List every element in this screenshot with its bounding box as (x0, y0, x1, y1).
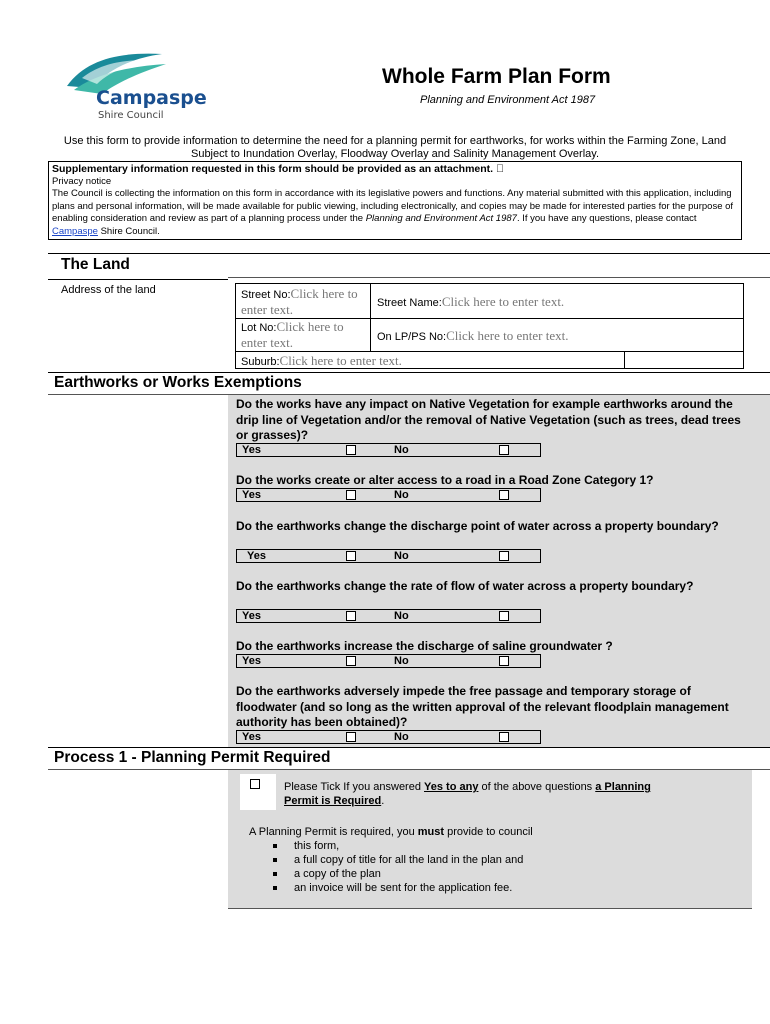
bullet-icon (273, 886, 277, 890)
logo-name: Campaspe (96, 87, 207, 109)
campaspe-link[interactable]: Campaspe (52, 225, 98, 237)
no-label: No (394, 610, 409, 622)
yes-no-row-6 (236, 730, 541, 744)
lot-no-placeholder[interactable]: Click here to enter text. (241, 319, 344, 350)
list-item: a full copy of title for all the land in the plan and (249, 853, 729, 867)
yes-label: Yes (247, 550, 266, 562)
list-item: a copy of the plan (249, 867, 729, 881)
divider (48, 279, 228, 280)
divider (228, 277, 770, 278)
divider (48, 372, 770, 373)
yes-label: Yes (242, 444, 261, 456)
list-item: an invoice will be sent for the application fee. (249, 881, 729, 895)
permit-required-text: A Planning Permit is required, you must provide to council (249, 826, 533, 838)
lp-ps-no-field[interactable]: On LP/PS No:Click here to enter text. (370, 318, 744, 352)
lp-ps-placeholder[interactable]: Click here to enter text. (446, 328, 569, 343)
process-1-heading: Process 1 - Planning Permit Required (54, 749, 331, 766)
requirements-list (249, 839, 729, 895)
street-name-field[interactable]: Street Name:Click here to enter text. (370, 283, 744, 319)
yes-no-row-5 (236, 654, 541, 668)
suburb-placeholder[interactable]: Click here to enter text. (279, 353, 402, 368)
suburb-field[interactable]: Suburb:Click here to enter text. (235, 351, 625, 369)
intro-text: Use this form to provide information to determine the need for a planning permit for earthworks, for works within the Farming Zone, Land Subject to Inundation Overlay, Floodway Overlay and Salinity Management Overlay. (63, 135, 727, 160)
supplementary-heading: Supplementary information requested in this form should be provided as an attachment. (52, 163, 494, 175)
campaspe-logo (62, 48, 222, 123)
logo-subname: Shire Council (98, 110, 164, 121)
question-4: Do the earthworks change the rate of flow of water across a property boundary? (236, 579, 694, 593)
yes-checkbox-6[interactable] (346, 732, 356, 742)
yes-no-row-2 (236, 488, 541, 502)
no-label: No (394, 655, 409, 667)
lot-no-field[interactable]: Lot No:Click here to enter text. (235, 318, 371, 352)
planning-permit-checkbox[interactable] (250, 779, 260, 789)
yes-no-row-4 (236, 609, 541, 623)
bullet-icon (273, 872, 277, 876)
exemptions-heading: Earthworks or Works Exemptions (54, 374, 302, 391)
divider (48, 253, 770, 254)
no-label: No (394, 444, 409, 456)
yes-checkbox-2[interactable] (346, 490, 356, 500)
yes-label: Yes (242, 731, 261, 743)
page-subtitle: Planning and Environment Act 1987 (420, 94, 596, 106)
no-label: No (394, 550, 409, 562)
suburb-extra-cell (624, 351, 744, 369)
no-checkbox-5[interactable] (499, 656, 509, 666)
question-3: Do the earthworks change the discharge point of water across a property boundary? (236, 519, 719, 533)
no-checkbox-3[interactable] (499, 551, 509, 561)
yes-label: Yes (242, 489, 261, 501)
yes-checkbox-3[interactable] (346, 551, 356, 561)
the-land-heading: The Land (61, 256, 130, 273)
yes-to-any: Yes to any (424, 781, 479, 793)
address-label: Address of the land (61, 284, 156, 296)
no-checkbox-1[interactable] (499, 445, 509, 455)
privacy-notice-label: Privacy notice (52, 175, 112, 187)
no-checkbox-2[interactable] (499, 490, 509, 500)
street-no-field[interactable]: Street No:Click here to enter text. (235, 283, 371, 319)
yes-no-row-3 (236, 549, 541, 563)
act-name: Planning and Environment Act 1987 (365, 213, 517, 224)
no-checkbox-4[interactable] (499, 611, 509, 621)
divider (48, 747, 770, 748)
question-6: Do the earthworks adversely impede the free passage and temporary storage of floodwater (and so long as the written approval of the relevant floodplain management authority has been obtained)? (236, 684, 729, 729)
question-2: Do the works create or alter access to a road in a Road Zone Category 1? (236, 473, 654, 487)
yes-label: Yes (242, 655, 261, 667)
divider (228, 908, 752, 909)
street-no-placeholder[interactable]: Click here to enter text. (241, 286, 358, 317)
bullet-icon (273, 858, 277, 862)
yes-label: Yes (242, 610, 261, 622)
question-1: Do the works have any impact on Native Vegetation for example earthworks around the drip line of Vegetation and/or the removal of Native Vegetation (such as trees, dead trees or grasses)? (236, 397, 741, 442)
tick-instruction: Please Tick If you answered Yes to any of the above questions a Planning Permit is Required. (284, 781, 651, 807)
list-item: this form, (249, 839, 729, 853)
supplementary-box (48, 161, 742, 240)
no-checkbox-6[interactable] (499, 732, 509, 742)
question-5: Do the earthworks increase the discharge of saline groundwater ? (236, 639, 613, 653)
yes-checkbox-4[interactable] (346, 611, 356, 621)
permit-is-required: Permit is Required (284, 795, 382, 807)
a-planning: a Planning (595, 781, 651, 793)
yes-no-row-1 (236, 443, 541, 457)
yes-checkbox-1[interactable] (346, 445, 356, 455)
no-label: No (394, 731, 409, 743)
tick-box-cell (240, 774, 276, 810)
street-name-placeholder[interactable]: Click here to enter text. (441, 294, 565, 309)
privacy-notice-text: The Council is collecting the information on this form in accordance with its legislative powers and functions. Any material submitted with this application, including plans and personal information, will be made available for public viewing, including electronically, and copies may be made for interested parties for the purpose of enabling consideration and review as part of a planning process under the Planning and Environment Act 1987. If you have any questions, please contact Campaspe Shire Council. (52, 188, 734, 237)
must-emphasis: must (417, 826, 445, 838)
no-label: No (394, 489, 409, 501)
page-title: Whole Farm Plan Form (382, 65, 611, 88)
bullet-icon (273, 844, 277, 848)
yes-checkbox-5[interactable] (346, 656, 356, 666)
